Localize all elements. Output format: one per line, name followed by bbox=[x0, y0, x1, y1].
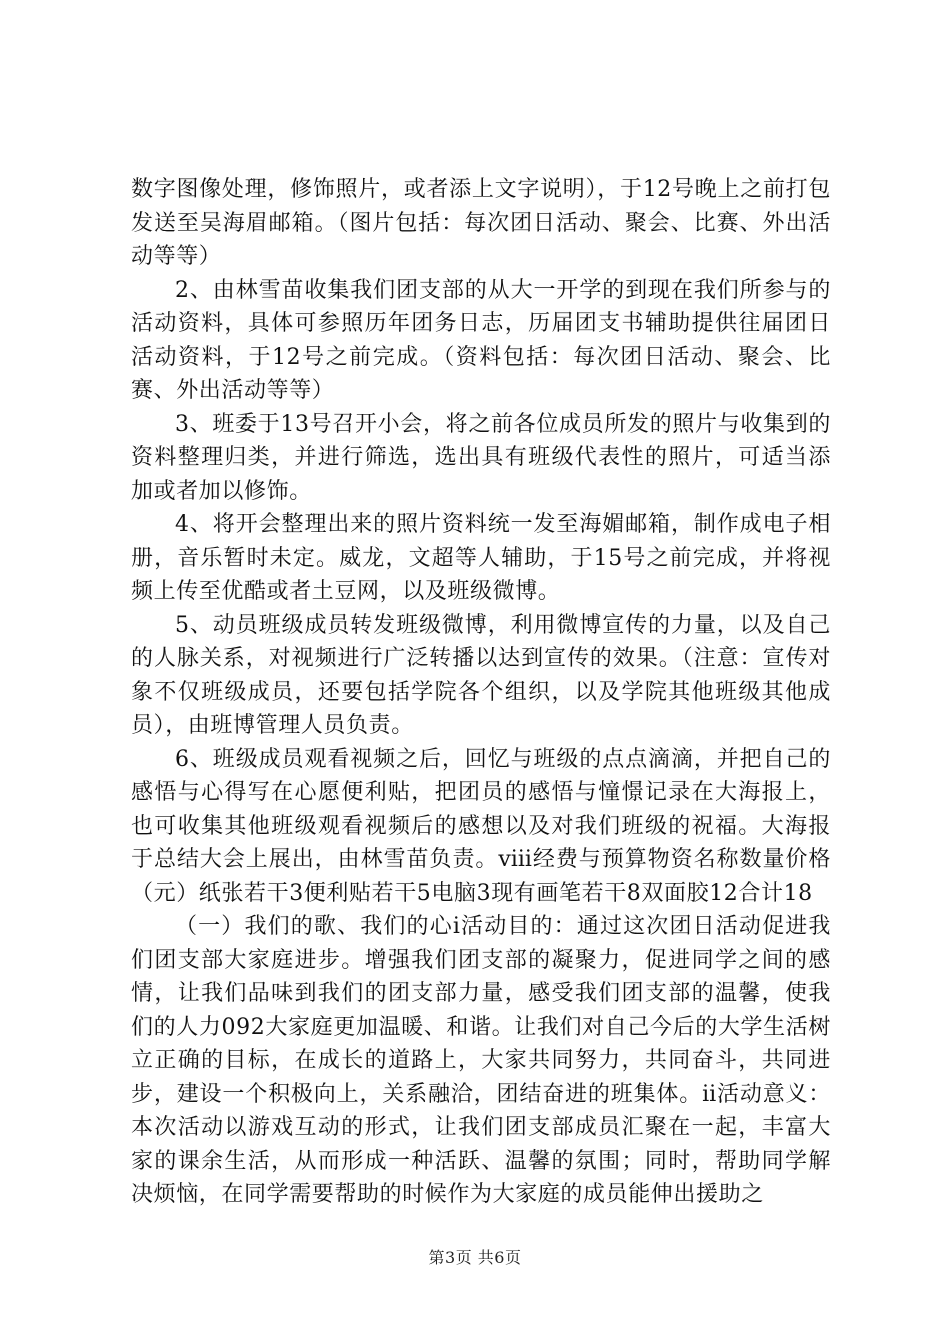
paragraph-section-one: （一）我们的歌、我们的心ⅰ活动目的：通过这次团日活动促进我们团支部大家庭进步。增强我们团支部的凝聚力，促进同学之间的感情，让我们品味到我们的团支部力量，感受我们团支部的温馨，使我们的人力092大家庭更加温暖、和谐。让我们对自己今后的大学生活树立正确的目标，在成长的道路上，大家共同努力，共同奋斗，共同进步，建设一个积极向上，关系融洽，团结奋进的班集体。ⅱ活动意义：本次活动以游戏互动的形式，让我们团支部成员汇聚在一起，丰富大家的课余生活，从而形成一种活跃、温馨的氛围；同时，帮助同学解决烦恼，在同学需要帮助的时候作为大家庭的成员能伸出援助之 bbox=[131, 914, 831, 1207]
paragraph-item-2: 2、由林雪苗收集我们团支部的从大一开学的到现在我们所参与的活动资料，具体可参照历年团务日志，历届团支书辅助提供往届团日活动资料，于12号之前完成。（资料包括：每次团日活动、聚会、比赛、外出活动等等） bbox=[131, 277, 831, 403]
paragraph-item-6: 6、班级成员观看视频之后，回忆与班级的点点滴滴，并把自己的感悟与心得写在心愿便利贴，把团员的感悟与憧憬记录在大海报上，也可收集其他班级观看视频后的感想以及对我们班级的祝福。大海报于总结大会上展出，由林雪苗负责。ⅷ经费与预算物资名称数量价格（元）纸张若干3便利贴若干5电脑3现有画笔若干8双面胶12合计18 bbox=[131, 746, 831, 906]
paragraph-item-5: 5、动员班级成员转发班级微博，利用微博宣传的力量，以及自己的人脉关系，对视频进行广泛转播以达到宣传的效果。（注意：宣传对象不仅班级成员，还要包括学院各个组织，以及学院其他班级其他成员），由班博管理人员负责。 bbox=[131, 612, 831, 738]
paragraph-continuation: 数字图像处理，修饰照片，或者添上文字说明），于12号晚上之前打包发送至吴海眉邮箱。（图片包括：每次团日活动、聚会、比赛、外出活动等等） bbox=[131, 177, 831, 269]
paragraph-item-3: 3、班委于13号召开小会，将之前各位成员所发的照片与收集到的资料整理归类，并进行筛选，选出具有班级代表性的照片，可适当添加或者加以修饰。 bbox=[131, 411, 831, 504]
document-body bbox=[131, 173, 831, 1212]
paragraph-item-4: 4、将开会整理出来的照片资料统一发至海媚邮箱，制作成电子相册，音乐暂时未定。威龙，文超等人辅助，于15号之前完成，并将视频上传至优酷或者土豆网，以及班级微博。 bbox=[131, 512, 831, 604]
page-number-footer: 第3页 共6页 bbox=[428, 1248, 522, 1267]
